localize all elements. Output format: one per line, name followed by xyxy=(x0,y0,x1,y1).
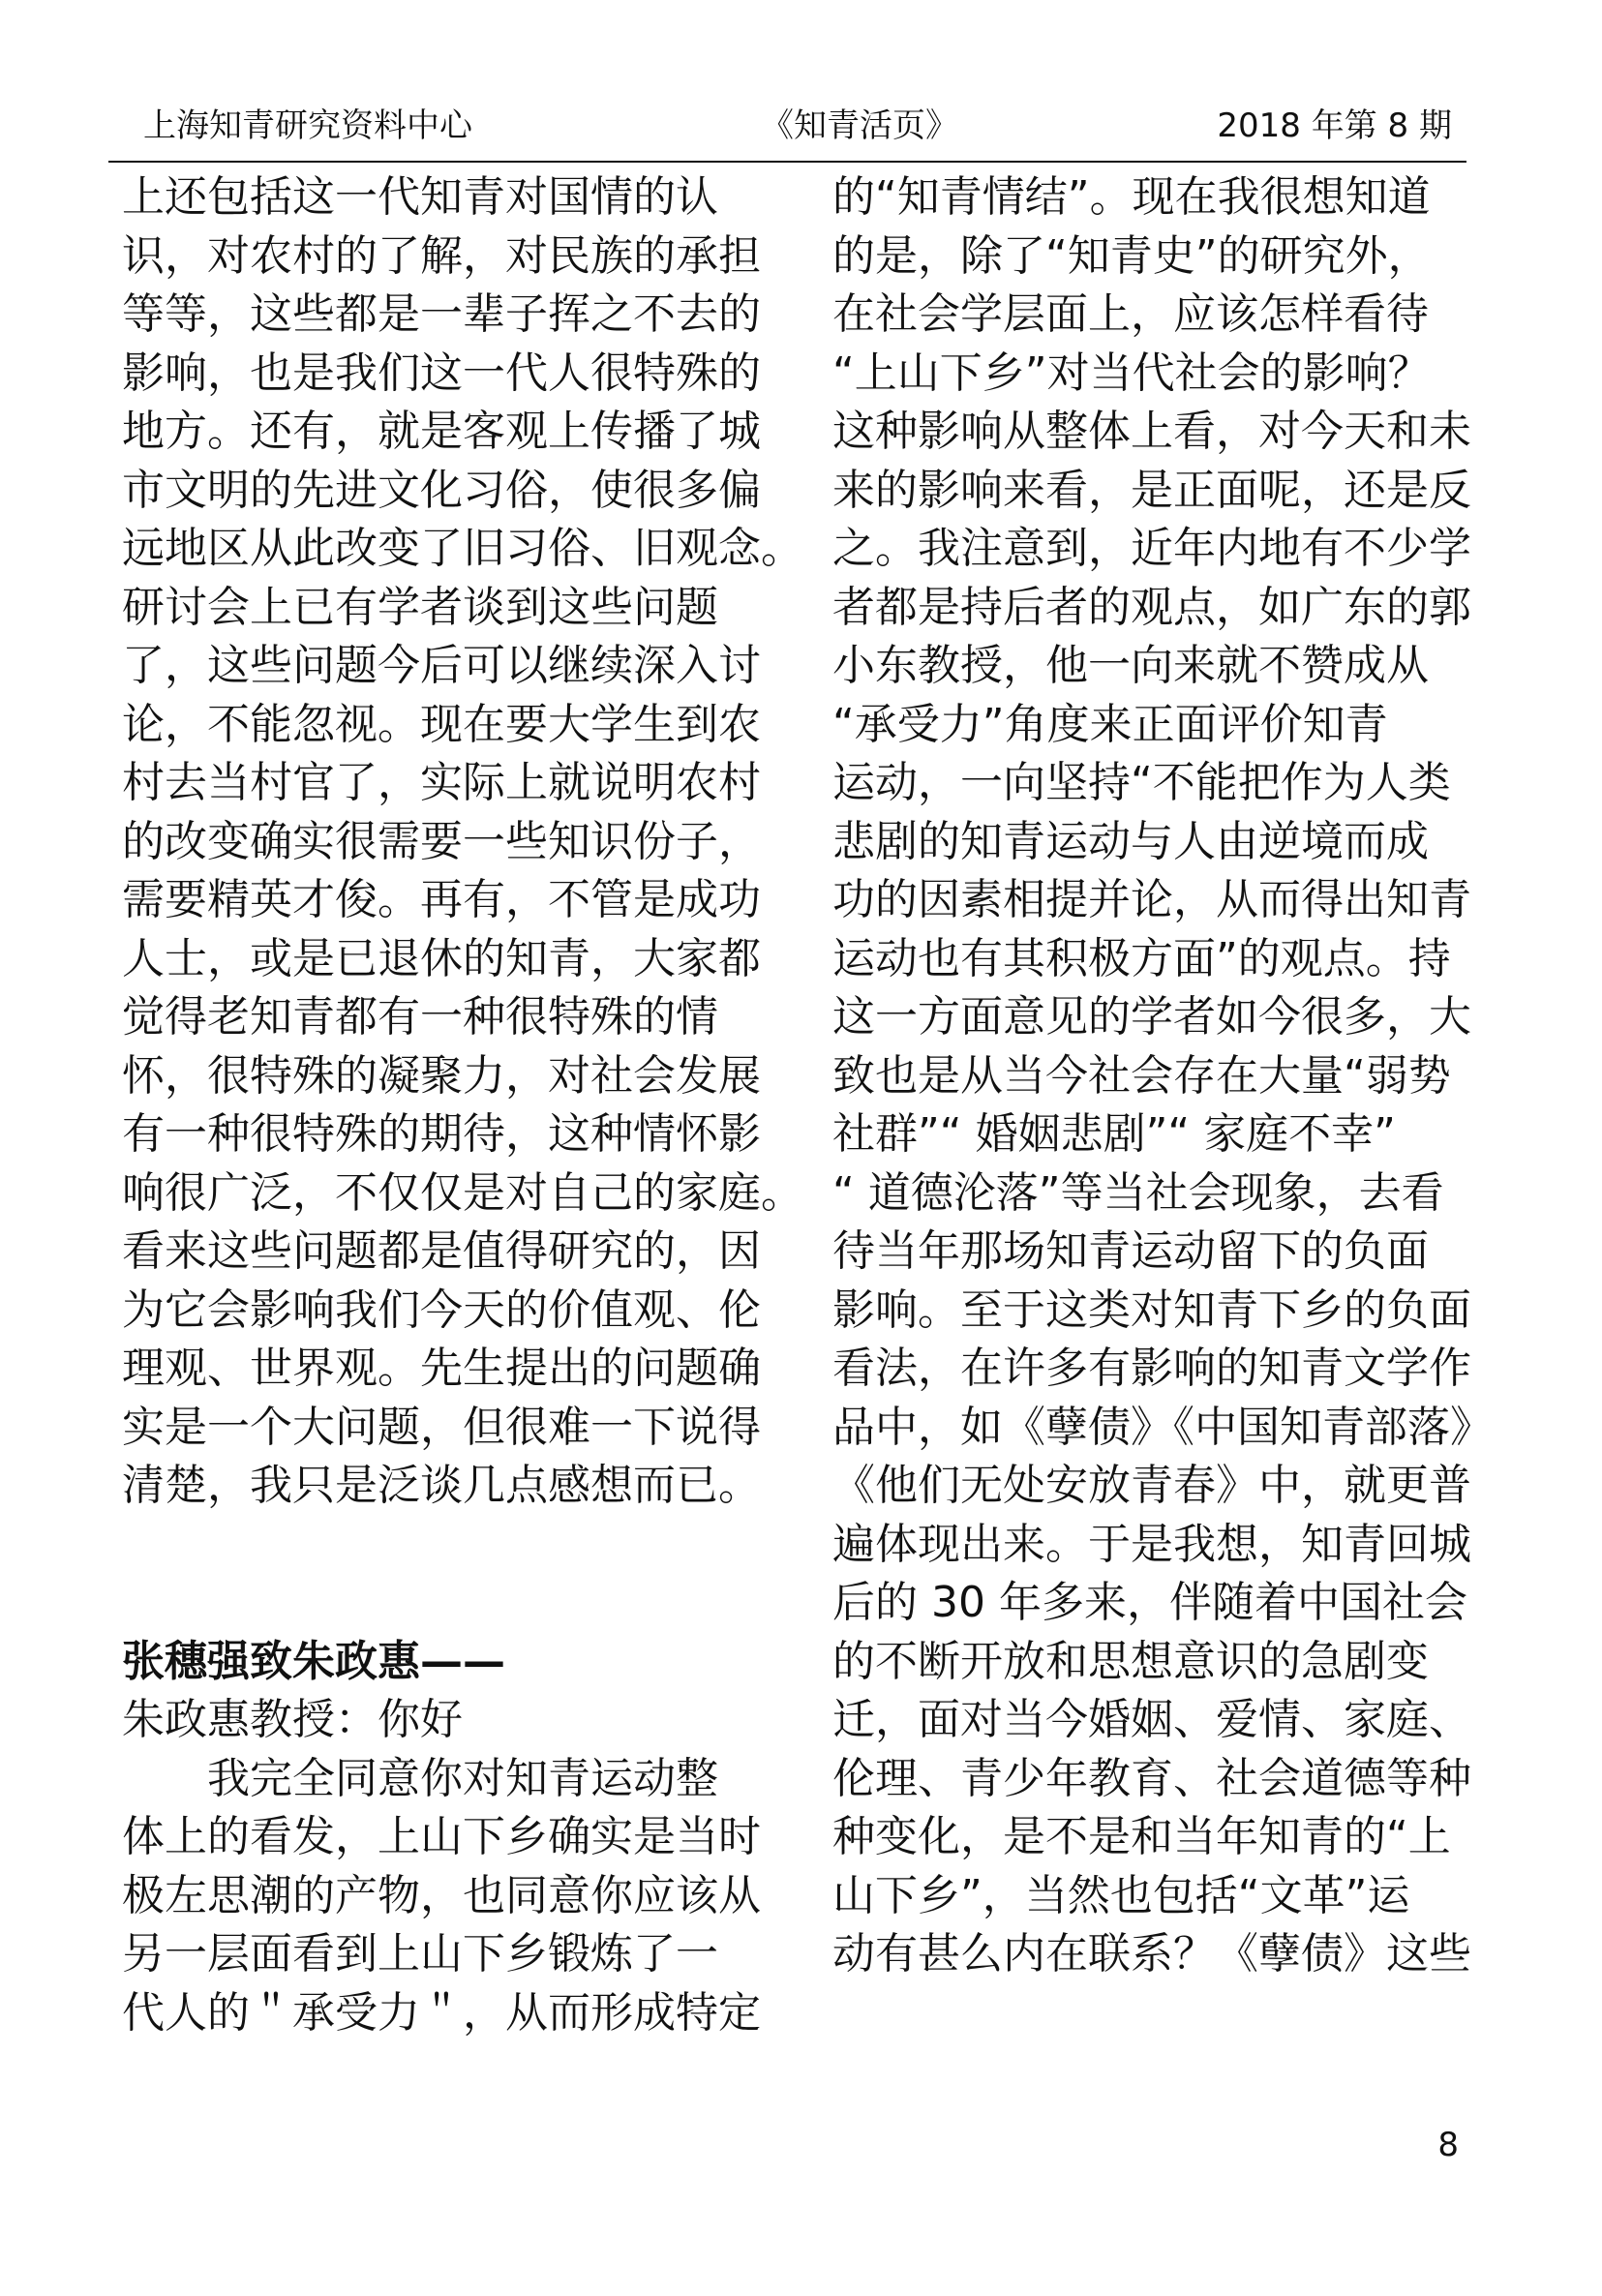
paragraph-gap xyxy=(122,1516,780,1633)
text-line: 运动，一向坚持“不能把作为人类 xyxy=(832,758,1451,807)
text-line: 的不断开放和思想意识的急剧变 xyxy=(832,1636,1429,1686)
text-line: 之。我注意到，近年内地有不少学 xyxy=(832,524,1471,573)
text-line: 上还包括这一代知青对国情的认 xyxy=(122,172,718,222)
text-line: 看来这些问题都是值得研究的，因 xyxy=(122,1226,761,1276)
text-line: 伦理、青少年教育、社会道德等种 xyxy=(832,1753,1471,1803)
text-line: 清楚，我只是泛谈几点感想而已。 xyxy=(122,1461,761,1510)
text-line: 迁，面对当今婚姻、爱情、家庭、 xyxy=(832,1695,1471,1744)
text-line: 研讨会上已有学者谈到这些问题 xyxy=(122,582,718,632)
text-line: 等等，这些都是一辈子挥之不去的 xyxy=(122,289,761,339)
text-line: 待当年那场知青运动留下的负面 xyxy=(832,1226,1429,1276)
header-rule xyxy=(108,161,1466,163)
text-line: 在社会学层面上，应该怎样看待 xyxy=(832,289,1429,339)
text-line: 另一层面看到上山下乡锻炼了一 xyxy=(122,1929,718,1979)
text-line: 代人的＂承受力＂，从而形成特定 xyxy=(122,1987,761,2038)
left-column xyxy=(122,168,803,2042)
text-line: 遍体现出来。于是我想，知青回城 xyxy=(832,1519,1471,1569)
text-line: 远地区从此改变了旧习俗、旧观念。 xyxy=(122,524,803,573)
text-line: 小东教授，他一向来就不赞成从 xyxy=(832,641,1429,690)
section-title: 张穗强致朱政惠—— xyxy=(122,1636,505,1686)
text-line: 者都是持后者的观点，如广东的郭 xyxy=(832,582,1471,632)
text-line: 需要精英才俊。再有，不管是成功 xyxy=(122,875,761,924)
text-line: 《他们无处安放青春》中，就更普 xyxy=(832,1461,1471,1510)
header-publication-title: 《知青活页》 xyxy=(761,106,958,145)
text-line: 识，对农村的了解，对民族的承担 xyxy=(122,230,761,281)
letter-salutation: 朱政惠教授：你好 xyxy=(122,1695,463,1744)
header-organization: 上海知青研究资料中心 xyxy=(143,106,472,145)
text-line: 运动也有其积极方面”的观点。持 xyxy=(832,933,1451,983)
text-line: 有一种很特殊的期待，这种情怀影 xyxy=(122,1109,761,1159)
text-line: 极左思潮的产物，也同意你应该从 xyxy=(122,1870,761,1920)
text-line: 影响。至于这类对知青下乡的负面 xyxy=(832,1284,1471,1335)
right-column xyxy=(832,168,1493,1984)
text-line: 功的因素相提并论，从而得出知青 xyxy=(832,875,1471,924)
text-line: 怀，很特殊的凝聚力，对社会发展 xyxy=(122,1050,761,1101)
text-line: 的改变确实很需要一些知识份子， xyxy=(122,816,761,866)
header-issue: 2018 年第 8 期 xyxy=(1217,106,1452,145)
text-line: 来的影响来看，是正面呢，还是反 xyxy=(832,465,1471,515)
text-line: 后的 30 年多来，伴随着中国社会 xyxy=(832,1578,1467,1627)
text-line: 悲剧的知青运动与人由逆境而成 xyxy=(832,816,1429,866)
text-line: 体上的看发，上山下乡确实是当时 xyxy=(122,1812,761,1861)
text-line: 动有甚么内在联系？《孽债》这些 xyxy=(832,1929,1471,1979)
text-line: 人士，或是已退休的知青，大家都 xyxy=(122,933,761,983)
text-line: “承受力”角度来正面评价知青 xyxy=(832,699,1388,749)
text-line: 响很广泛，不仅仅是对自己的家庭。 xyxy=(122,1167,803,1218)
text-line: “上山下乡”对当代社会的影响？ xyxy=(832,347,1431,398)
text-line: 这一方面意见的学者如今很多，大 xyxy=(832,992,1471,1042)
text-line: 品中，如《孽债》《中国知青部落》 xyxy=(832,1402,1493,1452)
text-line: 的是，除了“知青史”的研究外， xyxy=(832,230,1431,281)
text-line: 山下乡”，当然也包括“文革”运 xyxy=(832,1870,1410,1920)
text-line: “ 道德沦落”等当社会现象，去看 xyxy=(832,1167,1444,1218)
text-line: 这种影响从整体上看，对今天和未 xyxy=(832,407,1471,456)
text-line: 看法，在许多有影响的知青文学作 xyxy=(832,1344,1471,1393)
page-number: 8 xyxy=(1437,2126,1459,2164)
text-line: 实是一个大问题，但很难一下说得 xyxy=(122,1402,761,1452)
text-line: 地方。还有，就是客观上传播了城 xyxy=(122,407,761,456)
text-line: 论，不能忽视。现在要大学生到农 xyxy=(122,699,761,749)
text-line: 为它会影响我们今天的价值观、伦 xyxy=(122,1284,761,1335)
text-line: 了，这些问题今后可以继续深入讨 xyxy=(122,641,761,690)
text-line: 致也是从当今社会存在大量“弱势 xyxy=(832,1050,1451,1101)
text-line: 市文明的先进文化习俗，使很多偏 xyxy=(122,465,761,515)
text-line: 种变化，是不是和当年知青的“上 xyxy=(832,1812,1451,1861)
text-line: 的“知青情结”。现在我很想知道 xyxy=(832,172,1431,222)
text-line: 村去当村官了，实际上就说明农村 xyxy=(122,758,761,807)
text-line: 社群”“ 婚姻悲剧”“ 家庭不幸” xyxy=(832,1109,1396,1159)
text-line: 觉得老知青都有一种很特殊的情 xyxy=(122,992,718,1042)
text-line: 我完全同意你对知青运动整 xyxy=(207,1753,718,1803)
text-line: 影响，也是我们这一代人很特殊的 xyxy=(122,347,761,398)
text-line: 理观、世界观。先生提出的问题确 xyxy=(122,1344,761,1393)
